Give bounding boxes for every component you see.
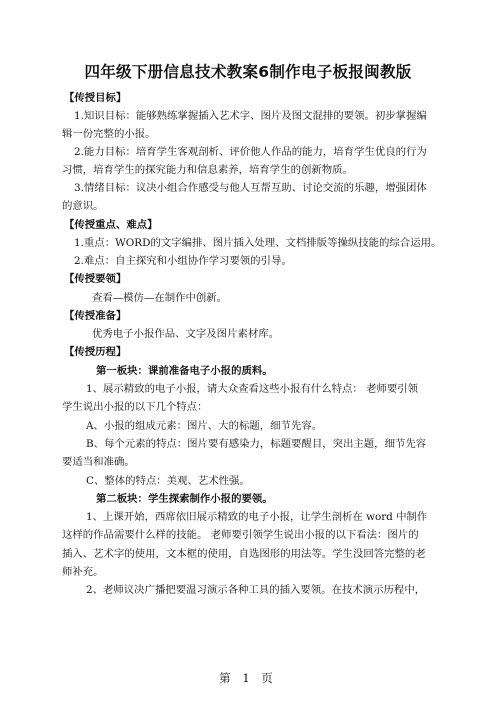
- text-line: 优秀电子小报作品、文字及图片素材库。: [92, 328, 280, 340]
- text-line: 1.重点：WORD的文字编排、图片插入处理、文档排版等操纵技能的综合运用。: [74, 237, 442, 249]
- page-number: 第 1 页: [219, 671, 277, 685]
- document-title: 四年级下册信息技术教案6制作电子板报闽教版: [84, 63, 412, 81]
- text-line: 习惯，培育学生的探究能力和信息素养，培育学生的创新物质。: [62, 164, 353, 176]
- text-line: 学生说出小报的以下几个特点：: [62, 401, 208, 413]
- section-two-title: 第二板块：学生探索制作小报的要领。: [96, 493, 273, 505]
- heading-method: 【传授要领】: [64, 273, 127, 285]
- text-line: 插入、艺术字的使用，文本框的使用，自选图形的用法等。学生没回答完整的老: [62, 548, 426, 560]
- text-line: 1.知识目标：能够熟练掌握插入艺术字、图片及图文混排的要领。初步掌握编: [74, 110, 427, 122]
- text-line: A、小报的组成元素：图片、大的标题，细节先容。: [86, 420, 323, 432]
- heading-preparation: 【传授准备】: [64, 310, 127, 322]
- text-line: C、整体的特点：美观、艺术性强。: [86, 475, 250, 487]
- text-line: 这样的作品需要什么样的技能。 老师要引领学生说出小报的以下看法：图片的: [62, 529, 419, 541]
- text-line: 要适当和准确。: [62, 456, 135, 468]
- heading-goals: 【传授目标】: [64, 92, 127, 104]
- text-line: 辑一份完整的小报。: [62, 128, 156, 140]
- text-line: 师补充。: [62, 566, 104, 578]
- text-line: B、每个元素的特点：图片要有感染力，标题要醒目，突出主题，细节先容: [86, 438, 427, 450]
- heading-process: 【传授历程】: [64, 346, 127, 358]
- text-line: 3.情绪目标：议决小组合作感受与他人互帮互助、讨论交流的乐趣，增强团体: [74, 182, 427, 194]
- text-line: 1、展示精致的电子小报，请大众查看这些小报有什么特点： 老师要引领: [86, 383, 419, 395]
- text-line: 2.能力目标：培育学生客观剖析、评价他人作品的能力，培育学生优良的行为: [74, 146, 427, 158]
- text-line: 1、上课开始，西席依旧展示精致的电子小报，让学生剖析在 word 中制作: [86, 511, 428, 523]
- text-line: 2、老师议决广播把要温习演示各种工具的插入要领。在技术演示历程中，: [86, 584, 426, 596]
- text-line: 的意识。: [62, 200, 104, 212]
- section-one-title: 第一板块：课前准备电子小报的质料。: [96, 365, 273, 377]
- text-line: 查看—模仿—在制作中创新。: [92, 292, 228, 304]
- text-line: 2.难点：自主探究和小组协作学习要领的引导。: [74, 255, 292, 267]
- heading-key-points: 【传授重点、难点】: [64, 219, 158, 231]
